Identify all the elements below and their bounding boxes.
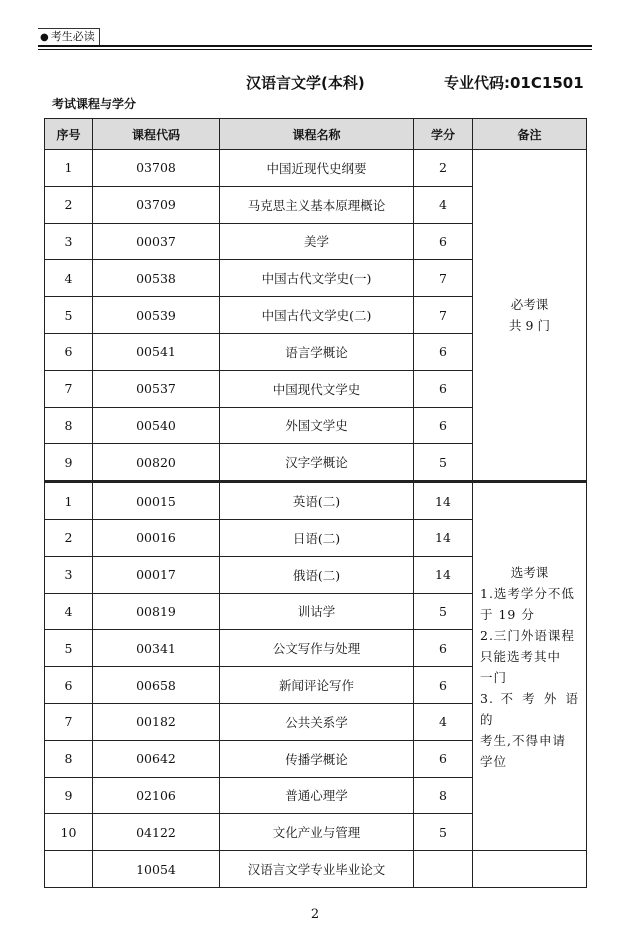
course-code: 00540 (93, 407, 220, 444)
table-row (45, 150, 587, 187)
note-line: 只能选考其中 (480, 648, 562, 664)
note-line: 一门 (480, 669, 508, 685)
course-code: 00820 (93, 444, 220, 482)
course-code: 02106 (93, 777, 220, 814)
course-no (45, 851, 93, 888)
major-code: 专业代码:01C1501 (444, 74, 584, 92)
course-name: 文化产业与管理 (220, 814, 414, 851)
course-credit: 14 (414, 519, 473, 556)
header-rule-thick (38, 45, 592, 47)
course-code: 00819 (93, 593, 220, 630)
course-name: 中国古代文学史(一) (220, 260, 414, 297)
note-line: 1.选考学分不低 (480, 585, 575, 601)
note-heading: 选考课 (510, 564, 549, 580)
course-name: 公共关系学 (220, 703, 414, 740)
course-no: 7 (45, 370, 93, 407)
course-code: 00658 (93, 667, 220, 704)
course-credit: 6 (414, 333, 473, 370)
course-name: 外国文学史 (220, 407, 414, 444)
course-credit: 5 (414, 814, 473, 851)
course-credit: 6 (414, 370, 473, 407)
course-name: 普通心理学 (220, 777, 414, 814)
table-row (45, 851, 587, 888)
column-header-no: 序号 (45, 119, 93, 150)
course-name: 中国近现代史纲要 (220, 150, 414, 187)
course-no: 3 (45, 556, 93, 593)
course-no: 1 (45, 150, 93, 187)
elective-note (473, 482, 587, 851)
course-name: 马克思主义基本原理概论 (220, 186, 414, 223)
course-no: 10 (45, 814, 93, 851)
course-credit: 5 (414, 593, 473, 630)
course-code: 03709 (93, 186, 220, 223)
course-credit: 4 (414, 703, 473, 740)
course-credit: 5 (414, 444, 473, 482)
page-title: 汉语言文学(本科) (246, 74, 365, 92)
course-credit: 6 (414, 407, 473, 444)
header-rule-thin (38, 49, 592, 50)
course-no: 1 (45, 482, 93, 520)
note-line: 2.三门外语课程 (480, 627, 575, 643)
note-line: 必考课 (510, 297, 549, 313)
course-code: 00017 (93, 556, 220, 593)
table-body (45, 150, 587, 888)
course-credit: 6 (414, 740, 473, 777)
course-no: 5 (45, 630, 93, 667)
course-code: 00015 (93, 482, 220, 520)
column-header-credit: 学分 (414, 119, 473, 150)
course-no: 7 (45, 703, 93, 740)
course-no: 9 (45, 444, 93, 482)
course-credit: 4 (414, 186, 473, 223)
course-table (44, 118, 587, 888)
course-name: 训诂学 (220, 593, 414, 630)
table-header-row (45, 119, 587, 150)
course-no: 6 (45, 667, 93, 704)
course-name: 汉语言文学专业毕业论文 (220, 851, 414, 888)
note-line: 考生,不得申请 (480, 732, 566, 748)
header-tag-label: 考生必读 (50, 30, 95, 43)
section-label: 考试课程与学分 (52, 97, 137, 111)
course-name: 中国现代文学史 (220, 370, 414, 407)
course-code: 00642 (93, 740, 220, 777)
course-credit: 8 (414, 777, 473, 814)
note-content (473, 294, 586, 336)
course-no: 2 (45, 519, 93, 556)
column-header-code: 课程代码 (93, 119, 220, 150)
course-code: 00537 (93, 370, 220, 407)
course-code: 00016 (93, 519, 220, 556)
course-credit (414, 851, 473, 888)
course-code: 00341 (93, 630, 220, 667)
course-name: 英语(二) (220, 482, 414, 520)
course-name: 新闻评论写作 (220, 667, 414, 704)
course-name: 语言学概论 (220, 333, 414, 370)
course-no: 4 (45, 260, 93, 297)
course-name: 汉字学概论 (220, 444, 414, 482)
course-credit: 7 (414, 260, 473, 297)
note-line: 共 9 门 (509, 318, 550, 334)
course-credit: 2 (414, 150, 473, 187)
course-code: 00538 (93, 260, 220, 297)
note-line: 学位 (480, 753, 508, 769)
course-name: 中国古代文学史(二) (220, 297, 414, 334)
course-credit: 14 (414, 556, 473, 593)
course-code: 03708 (93, 150, 220, 187)
table-row (45, 482, 587, 520)
note-content (473, 562, 586, 772)
bullet-icon: ● (40, 32, 49, 43)
thesis-note (473, 851, 587, 888)
note-line: 于 19 分 (480, 606, 535, 622)
course-name: 美学 (220, 223, 414, 260)
course-credit: 6 (414, 630, 473, 667)
course-credit: 6 (414, 223, 473, 260)
course-name: 俄语(二) (220, 556, 414, 593)
page-number: 2 (310, 907, 320, 922)
course-no: 2 (45, 186, 93, 223)
note-line: 3. 不 考 外 语 的 (480, 690, 579, 727)
column-header-name: 课程名称 (220, 119, 414, 150)
course-code: 00037 (93, 223, 220, 260)
note-lines (473, 583, 586, 772)
course-no: 9 (45, 777, 93, 814)
course-no: 8 (45, 407, 93, 444)
course-no: 4 (45, 593, 93, 630)
course-credit: 7 (414, 297, 473, 334)
course-code: 10054 (93, 851, 220, 888)
course-no: 8 (45, 740, 93, 777)
course-credit: 14 (414, 482, 473, 520)
course-no: 5 (45, 297, 93, 334)
course-credit: 6 (414, 667, 473, 704)
course-name: 公文写作与处理 (220, 630, 414, 667)
header-tag (38, 28, 100, 45)
course-no: 3 (45, 223, 93, 260)
course-name: 传播学概论 (220, 740, 414, 777)
column-header-note: 备注 (473, 119, 587, 150)
course-name: 日语(二) (220, 519, 414, 556)
course-no: 6 (45, 333, 93, 370)
course-code: 00182 (93, 703, 220, 740)
course-code: 04122 (93, 814, 220, 851)
required-note (473, 150, 587, 482)
course-code: 00541 (93, 333, 220, 370)
course-code: 00539 (93, 297, 220, 334)
